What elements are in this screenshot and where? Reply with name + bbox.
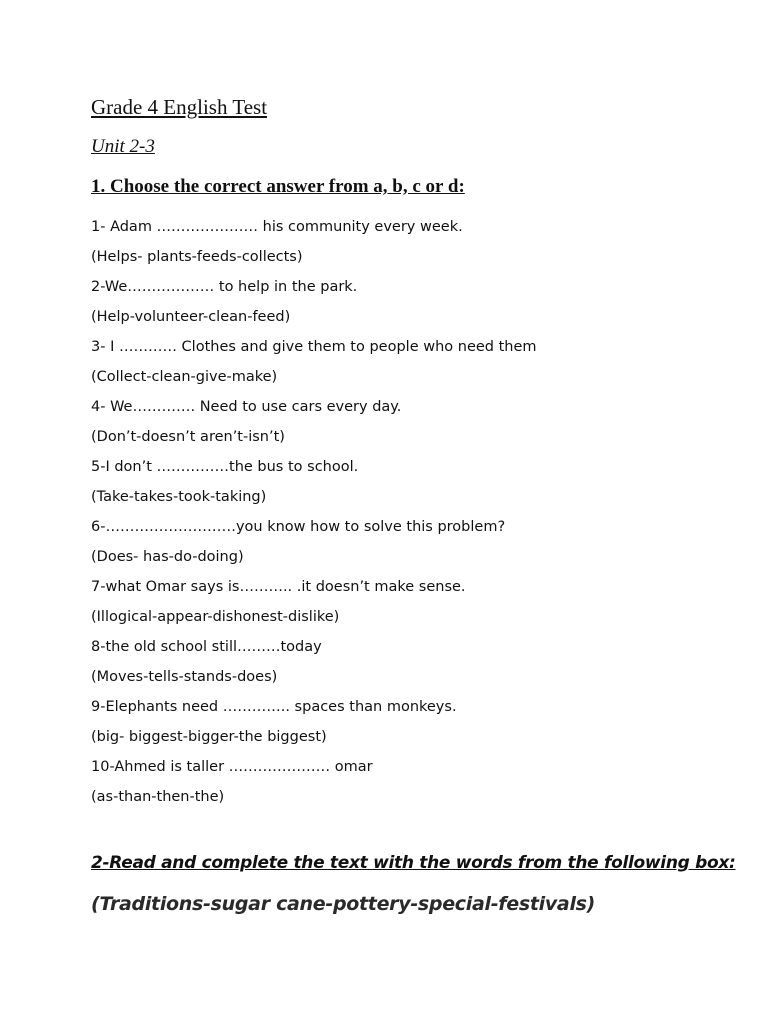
question-5: 5-I don’t ……………the bus to school.: [91, 459, 359, 475]
question-7-options: (Illogical-appear-dishonest-dislike): [91, 609, 340, 625]
question-3-options: (Collect-clean-give-make): [91, 369, 278, 385]
question-4: 4- We…………. Need to use cars every day.: [91, 399, 402, 415]
question-7: 7-what Omar says is……….. .it doesn’t make sense.: [91, 579, 466, 595]
question-2-options: (Help-volunteer-clean-feed): [91, 309, 291, 325]
test-page: [91, 92, 736, 918]
question-8: 8-the old school still………today: [91, 639, 322, 655]
section-1-heading: 1. Choose the correct answer from a, b, c or d:: [91, 176, 465, 197]
question-6: 6-………………………you know how to solve this problem?: [91, 519, 506, 535]
question-6-options: (Does- has-do-doing): [91, 549, 244, 565]
section-2-heading: 2-Read and complete the text with the words from the following box:: [91, 853, 736, 873]
question-9-options: (big- biggest-bigger-the biggest): [91, 729, 327, 745]
question-8-options: (Moves-tells-stands-does): [91, 669, 278, 685]
unit-subtitle: Unit 2-3: [91, 136, 155, 157]
question-4-options: (Don’t-doesn’t aren’t-isn’t): [91, 429, 285, 445]
question-10: 10-Ahmed is taller ………………… omar: [91, 759, 373, 775]
question-1-options: (Helps- plants-feeds-collects): [91, 249, 303, 265]
word-box: (Traditions-sugar cane-pottery-special-festivals): [91, 893, 596, 915]
question-3: 3- I ………… Clothes and give them to people who need them: [91, 339, 537, 355]
question-5-options: (Take-takes-took-taking): [91, 489, 267, 505]
question-1: 1- Adam ………………… his community every week.: [91, 219, 463, 235]
question-2: 2-We……………… to help in the park.: [91, 279, 358, 295]
question-10-options: (as-than-then-the): [91, 789, 225, 805]
page-title: Grade 4 English Test: [91, 95, 268, 119]
question-9: 9-Elephants need ………….. spaces than monkeys.: [91, 699, 457, 715]
question-list: [91, 212, 731, 812]
